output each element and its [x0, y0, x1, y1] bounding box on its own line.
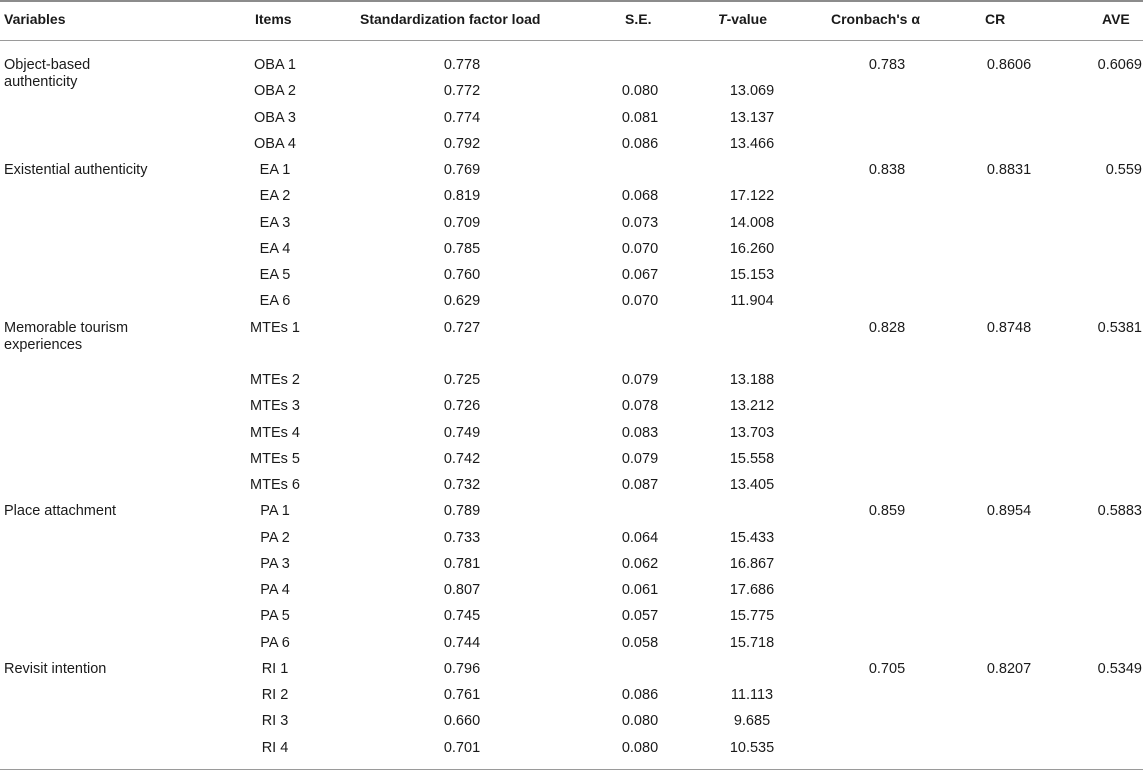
table-row	[0, 420, 1143, 446]
item-code-cell: PA 5	[260, 608, 290, 625]
factor-load-cell: 0.774	[443, 109, 481, 126]
table-row	[0, 472, 1143, 498]
table-row	[0, 157, 1143, 183]
header-t-rest: -value	[726, 11, 768, 27]
standard-error-cell: 0.080	[621, 83, 659, 100]
t-value-cell: 13.188	[729, 372, 775, 388]
average-variance-extracted-cell: 0.6069	[1097, 57, 1142, 73]
table-row	[0, 735, 1143, 761]
item-code-cell: RI 1	[261, 660, 289, 677]
item-code-cell: MTEs 6	[250, 477, 300, 493]
item-code-cell: OBA 3	[254, 109, 296, 126]
cronbach-alpha-cell: 0.838	[868, 162, 906, 178]
t-value-cell: 10.535	[729, 739, 775, 756]
table-header	[0, 0, 1143, 40]
table-row	[0, 577, 1143, 603]
factor-load-cell: 0.761	[443, 687, 481, 703]
table-header-rule	[0, 40, 1143, 41]
t-value-cell: 15.433	[729, 529, 775, 546]
t-value-cell: 13.069	[729, 83, 775, 100]
table-row	[0, 656, 1143, 682]
standard-error-cell: 0.079	[621, 450, 659, 467]
item-code-cell: EA 4	[259, 240, 291, 257]
item-code-cell: RI 4	[261, 739, 289, 756]
header-alpha: Cronbach's α	[831, 11, 920, 27]
t-value-cell: 11.904	[730, 293, 774, 310]
item-code-cell: PA 3	[260, 555, 290, 572]
t-value-cell: 14.008	[729, 214, 775, 231]
t-value-cell: 9.685	[733, 713, 771, 730]
factor-load-cell: 0.732	[443, 477, 481, 493]
item-code-cell: MTEs 2	[250, 372, 300, 388]
composite-reliability-cell: 0.8606	[986, 57, 1032, 73]
item-code-cell: EA 5	[259, 267, 291, 283]
item-code-cell: EA 2	[259, 188, 291, 205]
t-value-cell: 17.686	[729, 582, 775, 598]
factor-load-cell: 0.789	[443, 503, 481, 520]
cronbach-alpha-cell: 0.828	[868, 319, 906, 336]
table-row	[0, 682, 1143, 708]
standard-error-cell: 0.080	[621, 713, 659, 730]
table-bottom-rule	[0, 769, 1143, 770]
t-value-cell: 13.137	[729, 109, 775, 126]
factor-load-cell: 0.781	[443, 555, 481, 572]
t-value-cell: 15.153	[729, 267, 775, 283]
header-items: Items	[255, 11, 292, 27]
table-body	[0, 52, 1143, 761]
standard-error-cell: 0.057	[621, 608, 659, 625]
t-value-cell: 15.558	[729, 450, 775, 467]
item-code-cell: MTEs 1	[250, 319, 300, 336]
standard-error-cell: 0.083	[621, 424, 659, 441]
item-code-cell: PA 6	[260, 634, 290, 651]
standard-error-cell: 0.078	[621, 398, 659, 415]
header-se: S.E.	[625, 11, 652, 27]
composite-reliability-cell: 0.8748	[986, 319, 1032, 336]
table-row	[0, 630, 1143, 656]
item-code-cell: EA 6	[259, 293, 291, 310]
cronbach-alpha-cell: 0.859	[868, 503, 906, 520]
standard-error-cell: 0.086	[621, 135, 659, 152]
table-row	[0, 603, 1143, 629]
composite-reliability-cell: 0.8954	[986, 503, 1032, 520]
factor-load-cell: 0.760	[443, 267, 481, 283]
standard-error-cell: 0.061	[621, 582, 659, 598]
cronbach-alpha-cell: 0.705	[868, 660, 906, 677]
table-row	[0, 183, 1143, 209]
header-t-italic: T	[718, 11, 727, 27]
variable-name-cell: Revisit intention	[4, 660, 107, 677]
standard-error-cell: 0.064	[621, 529, 659, 546]
factor-load-cell: 0.796	[443, 660, 481, 677]
average-variance-extracted-cell: 0.5381	[1097, 319, 1142, 336]
factor-load-cell: 0.725	[443, 372, 481, 388]
factor-load-cell: 0.807	[443, 582, 481, 598]
factor-load-cell: 0.792	[443, 135, 481, 152]
table-row	[0, 498, 1143, 524]
t-value-cell: 13.466	[729, 135, 775, 152]
t-value-cell: 11.113	[730, 687, 774, 703]
table-row	[0, 52, 1143, 90]
header-variables: Variables	[4, 11, 66, 27]
standard-error-cell: 0.058	[621, 634, 659, 651]
t-value-cell: 15.718	[729, 634, 775, 651]
factor-load-cell: 0.749	[443, 424, 481, 441]
table-row	[0, 551, 1143, 577]
t-value-cell: 13.212	[729, 398, 775, 415]
standard-error-cell: 0.070	[621, 293, 659, 310]
factor-load-cell: 0.744	[443, 634, 481, 651]
t-value-cell: 15.775	[729, 608, 775, 625]
table-row	[0, 446, 1143, 472]
table-row	[0, 78, 1143, 104]
variable-name-cell: Existential authenticity	[4, 162, 148, 178]
standard-error-cell: 0.086	[621, 687, 659, 703]
t-value-cell: 13.703	[729, 424, 775, 441]
table-row	[0, 131, 1143, 157]
item-code-cell: MTEs 3	[250, 398, 300, 415]
header-cr: CR	[985, 11, 1006, 27]
standard-error-cell: 0.080	[621, 739, 659, 756]
header-t-value	[718, 11, 767, 27]
factor-load-cell: 0.629	[443, 293, 481, 310]
item-code-cell: RI 2	[261, 687, 289, 703]
table-row	[0, 315, 1143, 368]
item-code-cell: OBA 2	[254, 83, 296, 100]
t-value-cell: 16.867	[729, 555, 775, 572]
item-code-cell: EA 1	[259, 162, 291, 178]
factor-load-cell: 0.778	[443, 57, 481, 73]
standard-error-cell: 0.068	[621, 188, 659, 205]
standard-error-cell: 0.087	[621, 477, 659, 493]
cronbach-alpha-cell: 0.783	[868, 57, 906, 73]
table-row	[0, 393, 1143, 419]
factor-load-cell: 0.785	[443, 240, 481, 257]
table-row	[0, 288, 1143, 314]
standard-error-cell: 0.067	[621, 267, 659, 283]
item-code-cell: PA 4	[260, 582, 290, 598]
factor-load-cell: 0.819	[443, 188, 481, 205]
table-row	[0, 525, 1143, 551]
table-row	[0, 236, 1143, 262]
header-load: Standardization factor load	[360, 11, 541, 27]
item-code-cell: OBA 1	[254, 57, 296, 73]
item-code-cell: MTEs 5	[250, 450, 300, 467]
composite-reliability-cell: 0.8831	[986, 162, 1032, 178]
factor-load-cell: 0.742	[443, 450, 481, 467]
factor-load-cell: 0.772	[443, 83, 481, 100]
standard-error-cell: 0.073	[621, 214, 659, 231]
item-code-cell: OBA 4	[254, 135, 296, 152]
item-code-cell: PA 1	[260, 503, 290, 520]
factor-load-cell: 0.745	[443, 608, 481, 625]
factor-load-cell: 0.726	[443, 398, 481, 415]
factor-load-cell: 0.660	[443, 713, 481, 730]
standard-error-cell: 0.070	[621, 240, 659, 257]
factor-load-cell: 0.769	[443, 162, 481, 178]
t-value-cell: 16.260	[729, 240, 775, 257]
average-variance-extracted-cell: 0.5883	[1097, 503, 1142, 520]
variable-name-cell: Place attachment	[4, 503, 117, 520]
item-code-cell: PA 2	[260, 529, 290, 546]
average-variance-extracted-cell: 0.5349	[1097, 660, 1142, 677]
factor-load-cell: 0.727	[443, 319, 481, 336]
item-code-cell: RI 3	[261, 713, 289, 730]
factor-load-cell: 0.733	[443, 529, 481, 546]
t-value-cell: 17.122	[729, 188, 775, 205]
average-variance-extracted-cell: 0.559	[1105, 162, 1142, 178]
standard-error-cell: 0.081	[621, 109, 659, 126]
variable-name-cell: Memorable tourism experiences	[4, 319, 129, 353]
standard-error-cell: 0.062	[621, 555, 659, 572]
standard-error-cell: 0.079	[621, 372, 659, 388]
item-code-cell: MTEs 4	[250, 424, 300, 441]
table-row	[0, 210, 1143, 236]
composite-reliability-cell: 0.8207	[986, 660, 1032, 677]
factor-load-cell: 0.701	[443, 739, 481, 756]
factor-load-cell: 0.709	[443, 214, 481, 231]
item-code-cell: EA 3	[259, 214, 291, 231]
header-ave: AVE	[1102, 11, 1130, 27]
table-row	[0, 105, 1143, 131]
table-row	[0, 367, 1143, 393]
table-row	[0, 708, 1143, 734]
variable-name-cell: Object-based authenticity	[4, 57, 91, 90]
t-value-cell: 13.405	[729, 477, 775, 493]
table-row	[0, 262, 1143, 288]
